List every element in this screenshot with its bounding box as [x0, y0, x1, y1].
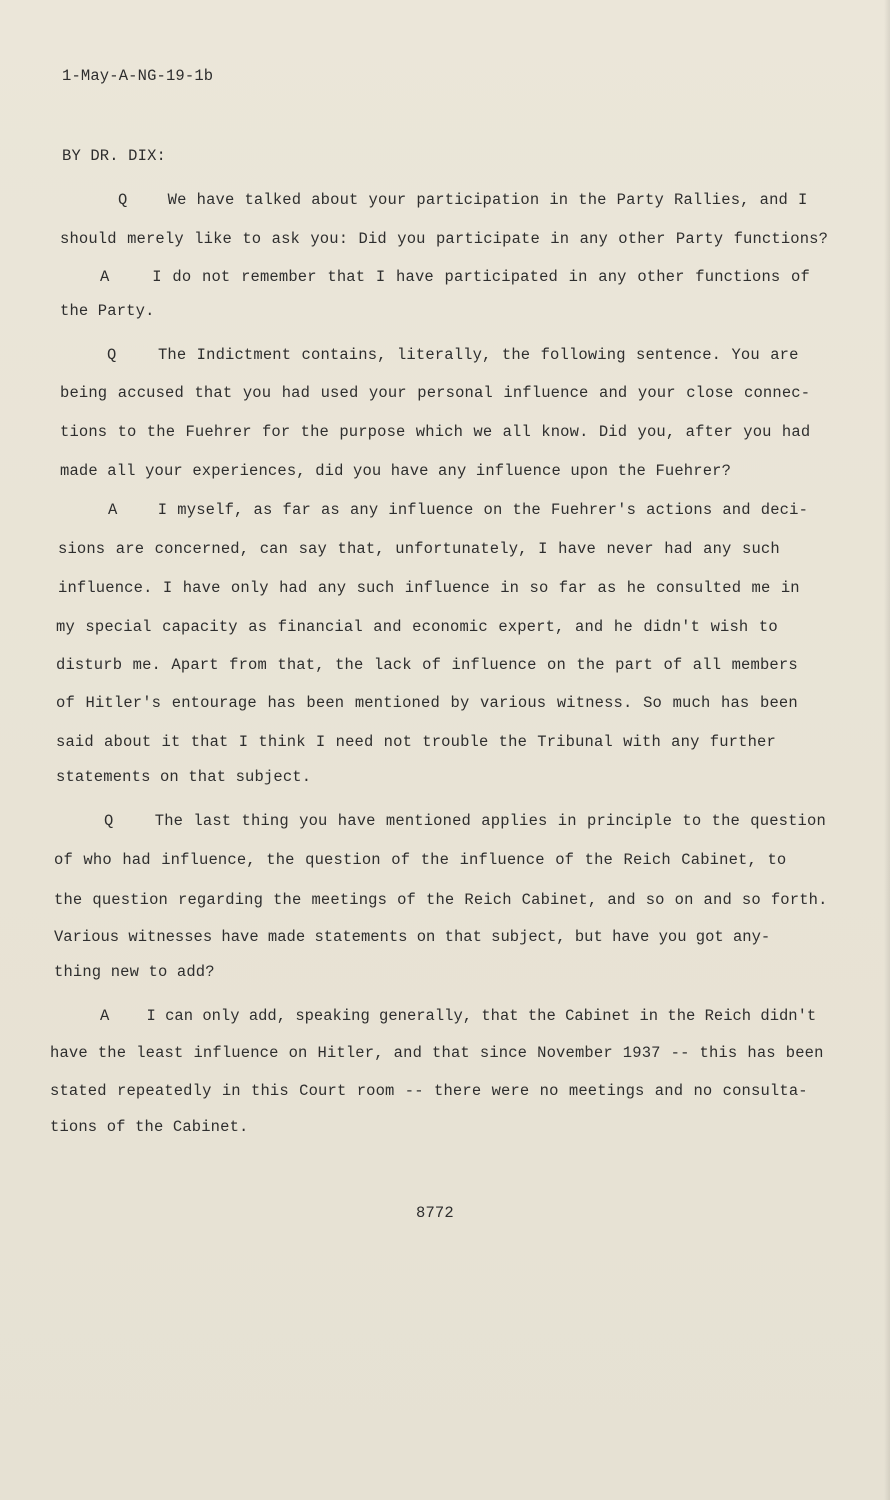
transcript-line: A I do not remember that I have participated in any other functions of [100, 268, 810, 286]
transcript-line: the question regarding the meetings of the Reich Cabinet, and so on and so forth. [54, 891, 828, 909]
transcript-line: Q We have talked about your participation in the Party Rallies, and I [118, 191, 808, 209]
transcript-line: thing new to add? [54, 963, 215, 981]
transcript-line: Q The Indictment contains, literally, the following sentence. You are [107, 346, 799, 364]
transcript-line: tions of the Cabinet. [50, 1118, 249, 1136]
document-reference: 1-May-A-NG-19-1b [62, 67, 214, 85]
transcript-line: A I myself, as far as any influence on the Fuehrer's actions and deci- [108, 501, 809, 519]
page-edge-shadow [884, 0, 890, 1500]
transcript-line: Q The last thing you have mentioned applies in principle to the question [104, 812, 826, 830]
transcript-line: statements on that subject. [56, 768, 312, 786]
transcript-line: of Hitler's entourage has been mentioned by various witness. So much has been [56, 694, 798, 712]
transcript-line: said about it that I think I need not trouble the Tribunal with any further [56, 733, 776, 751]
transcript-line: tions to the Fuehrer for the purpose which we all know. Did you, after you had [60, 423, 811, 441]
transcript-line: A I can only add, speaking generally, that the Cabinet in the Reich didn't [100, 1007, 817, 1025]
transcript-line: sions are concerned, can say that, unfortunately, I have never had any such [58, 540, 780, 558]
transcript-line: influence. I have only had any such influence in so far as he consulted me in [58, 579, 800, 597]
transcript-line: being accused that you had used your personal influence and your close connec- [60, 384, 811, 402]
transcript-line: stated repeatedly in this Court room -- there were no meetings and no consulta- [50, 1082, 808, 1100]
transcript-line: disturb me. Apart from that, the lack of influence on the part of all members [56, 656, 798, 674]
transcript-line: have the least influence on Hitler, and that since November 1937 -- this has been [50, 1044, 824, 1062]
transcript-line: made all your experiences, did you have any influence upon the Fuehrer? [60, 462, 732, 480]
examiner-byline: BY DR. DIX: [62, 147, 166, 165]
transcript-line: the Party. [60, 302, 155, 320]
transcript-line: of who had influence, the question of the influence of the Reich Cabinet, to [54, 851, 787, 869]
page-number: 8772 [416, 1204, 454, 1222]
transcript-line: Various witnesses have made statements on that subject, but have you got any- [54, 928, 771, 946]
transcript-line: should merely like to ask you: Did you participate in any other Party functions? [60, 230, 829, 248]
transcript-line: my special capacity as financial and economic expert, and he didn't wish to [56, 618, 778, 636]
